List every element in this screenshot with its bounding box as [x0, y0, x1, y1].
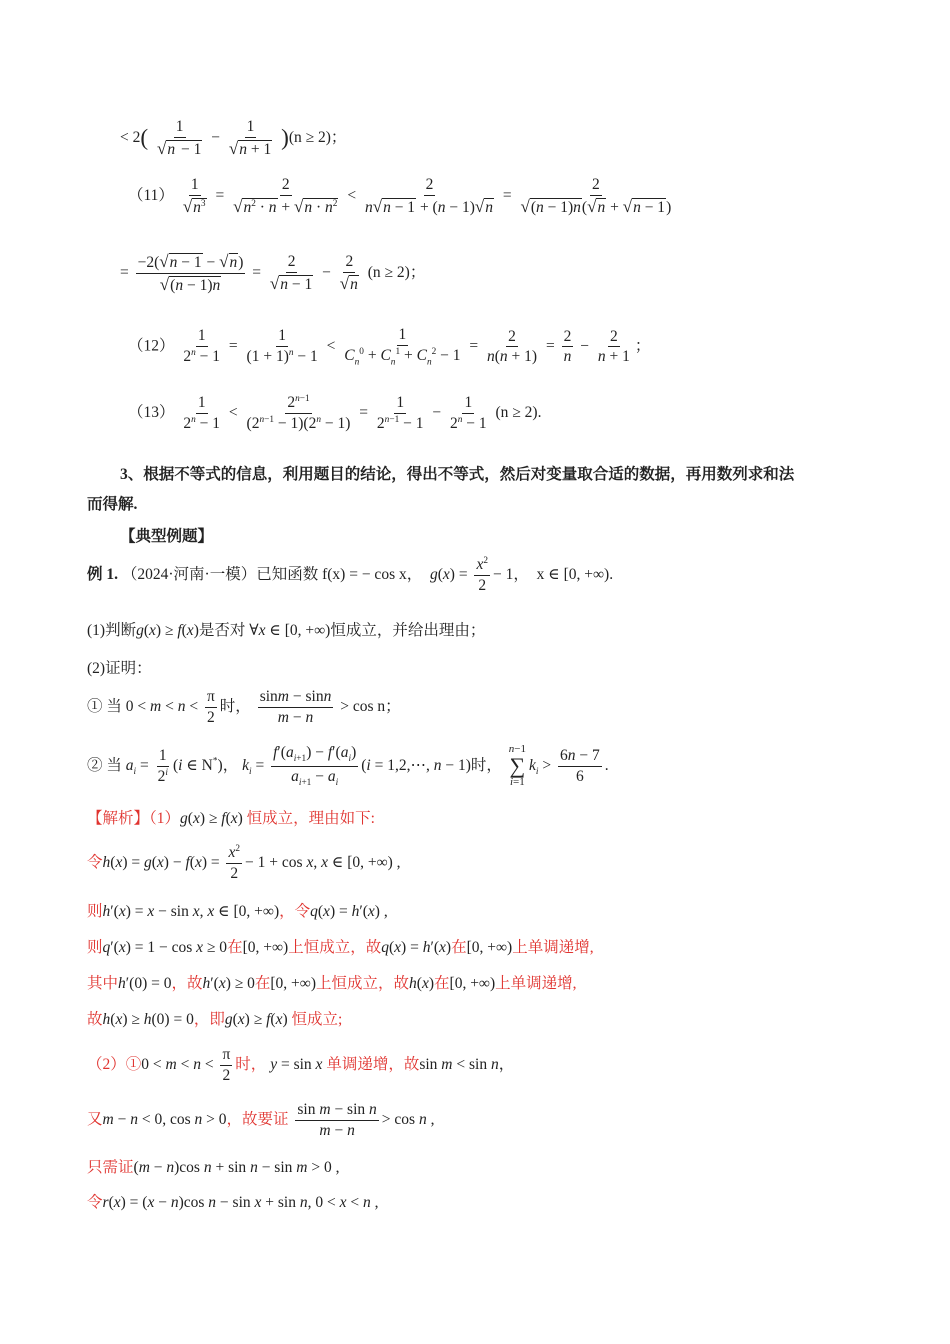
p2-prefix: ② 当 — [87, 756, 122, 774]
method3-line1: 3、根据不等式的信息，利用题目的结论，得出不等式，然后对变量取合适的数据，再用数列求和法 — [120, 466, 795, 483]
l9-prefix: 只需证 — [87, 1159, 134, 1176]
solution-line-1: 【解析】（1）g(x) ≥ f(x) 恒成立，理由如下: — [87, 810, 375, 827]
l3-prefix: 则 — [87, 903, 103, 920]
formula-12-label: （12） — [128, 337, 175, 355]
l4-end: 上单调递增, — [512, 939, 594, 956]
example-source: （2024·河南·一模）已知函数 — [121, 565, 319, 583]
solution-l1-text: 恒成立，理由如下: — [246, 810, 375, 827]
l7-mid2: 单调递增，故 — [326, 1055, 420, 1073]
formula-13-label: （13） — [128, 404, 175, 422]
solution-line-6: 故h(x) ≥ h(0) = 0，即g(x) ≥ f(x) 恒成立; — [87, 1011, 343, 1028]
p1-prefix: ① 当 — [87, 697, 122, 715]
formula-11-cont: = $\frac{-2(√n - 1 - √n)}{√(n - 1)n}$ = $\frac{2}{√n - 1}$ − $\frac{2}{√n}$ (n ≥ 2)； — [120, 252, 426, 294]
formula-13: （13） $\frac{1}{2^n - 1}$ < $\frac{2^{n-1}}{(2^{n-1} - 1)(2^n - 1)}$ = $\frac{1}{2^{n-1} - 1}$ − $\frac{1}{2^n - 1}$ (n ≥ 2). — [128, 394, 542, 433]
l4-mid2: 上恒成立，故 — [288, 939, 382, 956]
formula-11-condition: (n ≥ 2)； — [367, 263, 426, 281]
formula-13-condition: (n ≥ 2). — [495, 404, 542, 422]
example-1-statement: 例 1. （2024·河南·一模）已知函数 f(x) = − cos x， g(x) = $\frac{x^2}{2}$ − 1， x ∈ [0, +∞). — [87, 556, 614, 594]
l5-mid3: 上恒成立，故 — [316, 975, 410, 992]
question-1: (1)判断g(x) ≥ f(x)是否对 ∀x ∈ [0, +∞)恒成立，并给出理由； — [87, 622, 486, 639]
l4-prefix: 则 — [87, 939, 103, 956]
formula-10-condition: (n ≥ 2)； — [288, 128, 347, 146]
l4-mid1: 在 — [227, 939, 243, 956]
formula-11: （11） $\frac{1}{√n^3}$ = $\frac{2}{√n^2 \cdot n + √n \cdot n^2}$ < $\frac{2}{n√n - 1 + (n - 1)√n}$ = $\frac{2}{√(n - 1)n(√n + √n - 1)}$ — [128, 176, 672, 216]
solution-line-9: 只需证(m − n)cos n + sin n − sin m > 0 , — [87, 1159, 340, 1176]
p1-mid: 时， — [219, 697, 251, 715]
method3-line2: 而得解. — [87, 496, 138, 513]
q1-post: 恒成立，并给出理由； — [330, 622, 486, 639]
l5-end: 上单调递增, — [495, 975, 577, 992]
l6-prefix: 故 — [87, 1011, 103, 1028]
formula-12: （12） $\frac{1}{2^n - 1}$ = $\frac{1}{(1 + 1)^n - 1}$ < $\frac{1}{C_n^0 + C_n^1 + C_n^2 - 1}$ = $\frac{2}{n(n + 1)}$ = $\frac{2}{n}$ − $\frac{2}{n + 1}$ ； — [128, 326, 651, 368]
proof-part-2: ② 当 $a_i$ = $\frac{1}{2^i}$ (i ∈ N*)， $k_i$ = $\frac{f'(a_{i+1}) - f'(a_i)}{a_{i+1} - a_i}$ (i = 1,2,⋯, n − 1)时， n−1 ∑ i=1 $k_i$ > $\frac{6n - 7}{6}$ . — [87, 743, 609, 789]
l4-mid3: 在 — [451, 939, 467, 956]
l7-mid1: 时， — [235, 1055, 267, 1073]
l2-prefix: 令 — [87, 853, 103, 871]
l10-prefix: 令 — [87, 1194, 103, 1211]
solution-line-10: 令r(x) = (x − n)cos n − sin x + sin n, 0 < x < n , — [87, 1194, 379, 1211]
solution-line-7: （2）①0 < m < n < $\frac{\pi}{2}$ 时， y = sin x 单调递增，故sin m < sin n， — [87, 1046, 515, 1084]
l8-prefix: 又 — [87, 1110, 103, 1128]
l5-mid2: 在 — [254, 975, 271, 992]
p2-end: . — [604, 756, 609, 774]
l5-prefix: 其中 — [87, 975, 119, 992]
q1-mid: 是否对 — [198, 622, 246, 639]
solution-line-3: 则h′(x) = x − sin x, x ∈ [0, +∞)，令q(x) = h′(x) , — [87, 903, 388, 920]
l6-end: 恒成立; — [291, 1011, 343, 1028]
p1-end: > cos n； — [340, 697, 401, 715]
f-definition: f(x) = − cos x， — [322, 565, 423, 583]
q1-prefix: (1)判断 — [87, 622, 137, 639]
solution-line-4: 则q′(x) = 1 − cos x ≥ 0在[0, +∞)上恒成立，故q(x) = h′(x)在[0, +∞)上单调递增, — [87, 939, 594, 956]
solution-tag: 【解析】（1） — [87, 810, 181, 827]
solution-line-5: 其中h′(0) = 0，故h′(x) ≥ 0在[0, +∞)上恒成立，故h(x)在[0, +∞)上单调递增, — [87, 975, 577, 992]
l7-prefix: （2）① — [87, 1055, 142, 1073]
x-domain: x ∈ [0, +∞). — [536, 565, 614, 583]
question-2: (2)证明： — [87, 660, 152, 677]
section-title: 【典型例题】 — [120, 528, 214, 545]
l8-mid: ，故要证 — [226, 1110, 289, 1128]
p2-mid: ， — [222, 756, 239, 774]
formula-10-tail: < 2( $\frac{1}{√n - 1}$ − $\frac{1}{√n + 1}$ )(n ≥ 2)； — [120, 118, 347, 158]
solution-line-8: 又m − n < 0, cos n > 0，故要证 $\frac{\text{sin m − sin n}}{m - n}$ > cos n , — [87, 1101, 435, 1139]
l6-mid: ，即 — [193, 1011, 225, 1028]
l5-mid1: ，故 — [171, 975, 203, 992]
proof-part-1: ① 当 0 < m < n < $\frac{\pi}{2}$ 时， $\frac{\sin m - \sin n}{m - n}$ > cos n； — [87, 688, 401, 726]
l3-mid: ，令 — [279, 903, 311, 920]
l5-mid4: 在 — [434, 975, 450, 992]
formula-11-label: （11） — [128, 186, 174, 204]
example-label: 例 1. — [87, 565, 119, 583]
p2-time: 时， — [470, 756, 502, 774]
solution-line-2: 令h(x) = g(x) − f(x) = $\frac{x^2}{2}$ − 1 + cos x, x ∈ [0, +∞) , — [87, 844, 401, 882]
